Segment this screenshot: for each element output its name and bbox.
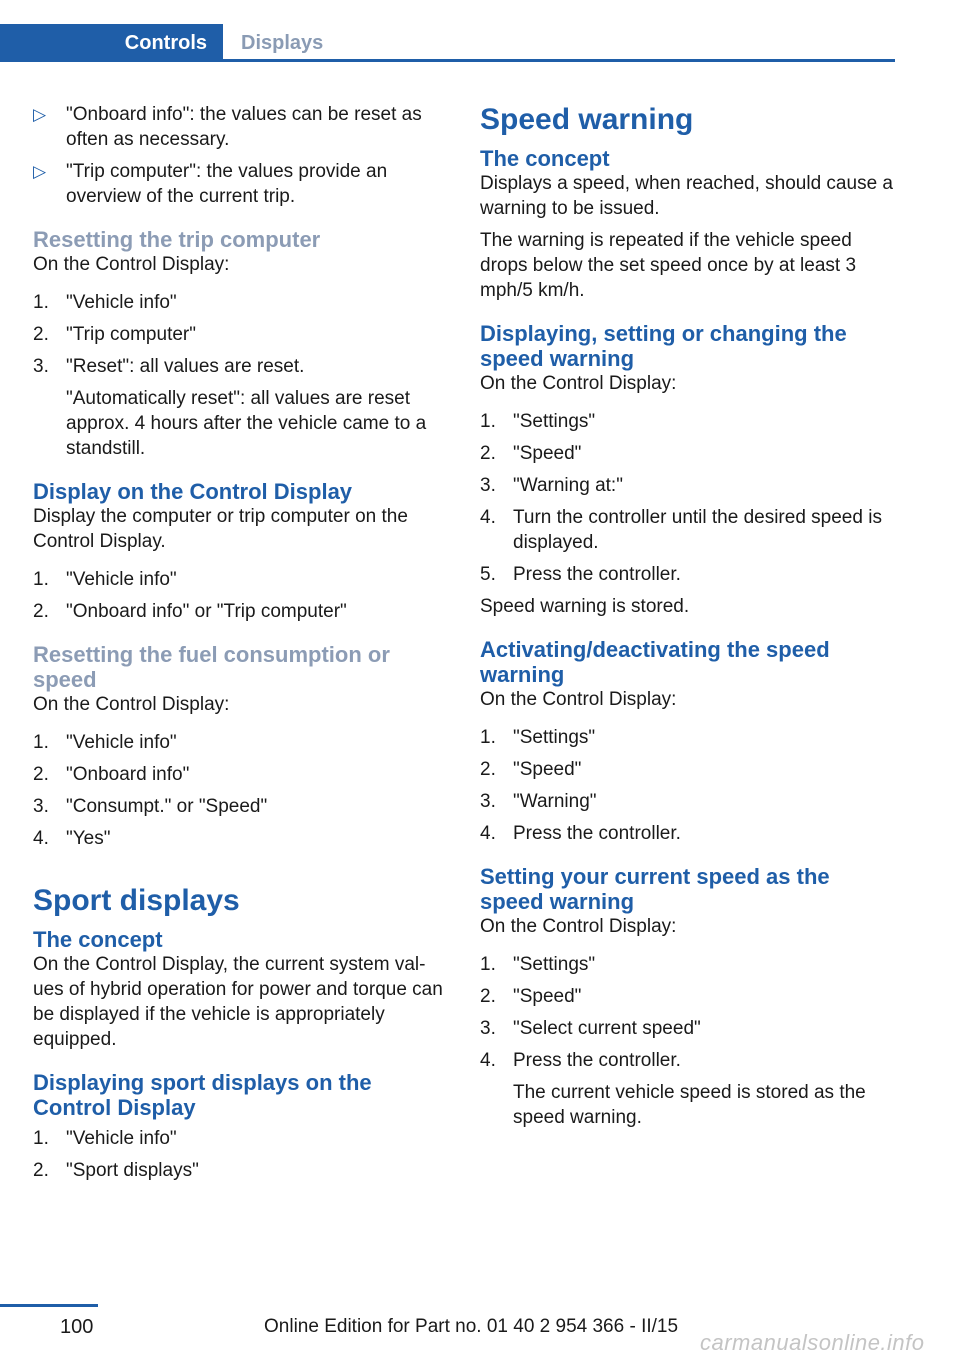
heading-displaying-sport: Displaying sport displays on the Control Display	[33, 1070, 372, 1120]
list-item: 4. "Yes"	[33, 828, 111, 849]
concept-text: On the Control Display, the current system val‐ues of hybrid operation for power and torque can be displayed if the vehicle is appropriately equipped.	[33, 954, 443, 1050]
list-item: 1. "Vehicle info"	[33, 1128, 177, 1149]
list-item: 4. Press the controller.	[480, 823, 681, 844]
intro-text: On the Control Display:	[480, 689, 677, 710]
heading-resetting-trip: Resetting the trip computer	[33, 227, 321, 252]
intro-text: On the Control Display:	[480, 916, 677, 937]
list-item: 1. "Vehicle info"	[33, 292, 177, 313]
heading-concept: The concept	[480, 146, 610, 171]
steps-list	[33, 730, 443, 851]
list-item: 3. "Warning at:"	[480, 475, 623, 496]
steps-list	[480, 952, 895, 1130]
intro-text: Display the computer or trip computer on the Control Display.	[33, 506, 408, 552]
list-item: 1. "Vehicle info"	[33, 569, 177, 590]
list-item: 4. Turn the controller until the desired speed is displayed.	[480, 507, 882, 553]
steps-list	[33, 290, 443, 461]
header-tabs	[0, 24, 895, 62]
list-item: 2. "Trip computer"	[33, 324, 196, 345]
bullet-item: ▷ "Trip computer": the values provide an overview of the current trip.	[33, 161, 388, 207]
list-item: 1. "Settings"	[480, 411, 596, 432]
step-note: "Automatically reset": all values are reset approx. 4 hours after the vehicle came to a standstill.	[66, 388, 427, 459]
heading-setting-speed-warning: Displaying, setting or changing the speed warning	[480, 321, 847, 371]
bullet-item: ▷ "Onboard info": the values can be reset as often as necessary.	[33, 104, 422, 150]
list-item: 2. "Speed"	[480, 759, 582, 780]
list-item: 5. Press the controller.	[480, 564, 681, 585]
list-item: 2. "Speed"	[480, 986, 582, 1007]
watermark: carmanualsonline.info	[700, 1330, 925, 1355]
steps-list	[480, 725, 895, 846]
footer-rule	[0, 1304, 98, 1307]
heading-sport-displays: Sport displays	[33, 884, 240, 917]
heading-current-speed: Setting your current speed as the speed warning	[480, 864, 830, 914]
list-item: 2. "Onboard info"	[33, 764, 190, 785]
list-item: 1. "Vehicle info"	[33, 732, 177, 753]
tab-displays[interactable]: Displays	[241, 31, 324, 54]
list-item: 4. Press the controller. The current vehicle speed is stored as the speed warning.	[480, 1048, 895, 1130]
triangle-bullet-icon: ▷	[33, 105, 47, 124]
tab-controls[interactable]: Controls	[0, 24, 223, 62]
list-item: 2. "Sport displays"	[33, 1160, 199, 1181]
list-item: 3. "Warning"	[480, 791, 597, 812]
list-item: 1. "Settings"	[480, 954, 596, 975]
triangle-bullet-icon: ▷	[33, 162, 47, 181]
list-item: 3. "Consumpt." or "Speed"	[33, 796, 268, 817]
list-item: 2. "Onboard info" or "Trip computer"	[33, 601, 347, 622]
list-item: 3. "Reset": all values are reset. "Automatically reset": all values are reset approx. 4 hours after the vehicle came to a standstill.	[33, 354, 443, 461]
intro-text: On the Control Display:	[480, 373, 677, 394]
list-item: 3. "Select current speed"	[480, 1018, 701, 1039]
list-item: 2. "Speed"	[480, 443, 582, 464]
steps-list	[33, 1126, 443, 1183]
concept-text-2: The warning is repeated if the vehicle speed drops below the set speed once by at least 3 mph/5 km/h.	[480, 230, 857, 301]
heading-concept: The concept	[33, 927, 163, 952]
outro-text: Speed warning is stored.	[480, 596, 690, 617]
edition-text: Online Edition for Part no. 01 40 2 954 366 - II/15	[264, 1316, 679, 1337]
right-column	[480, 102, 895, 1137]
heading-activating-speed-warning: Activating/deactivating the speed warning	[480, 637, 830, 687]
heading-display-control-display: Display on the Control Display	[33, 479, 353, 504]
steps-list	[480, 409, 895, 587]
left-column	[33, 102, 443, 1190]
step-note: The current vehicle speed is stored as the speed warning.	[513, 1082, 866, 1128]
page-number: 100	[60, 1316, 94, 1338]
heading-resetting-fuel: Resetting the fuel consumption or speed	[33, 642, 390, 692]
steps-list	[33, 567, 443, 624]
list-item: 1. "Settings"	[480, 727, 596, 748]
concept-text: Displays a speed, when reached, should cause a warning to be issued.	[480, 173, 893, 219]
intro-text: On the Control Display:	[33, 694, 230, 715]
intro-text: On the Control Display:	[33, 254, 230, 275]
heading-speed-warning: Speed warning	[480, 103, 694, 136]
